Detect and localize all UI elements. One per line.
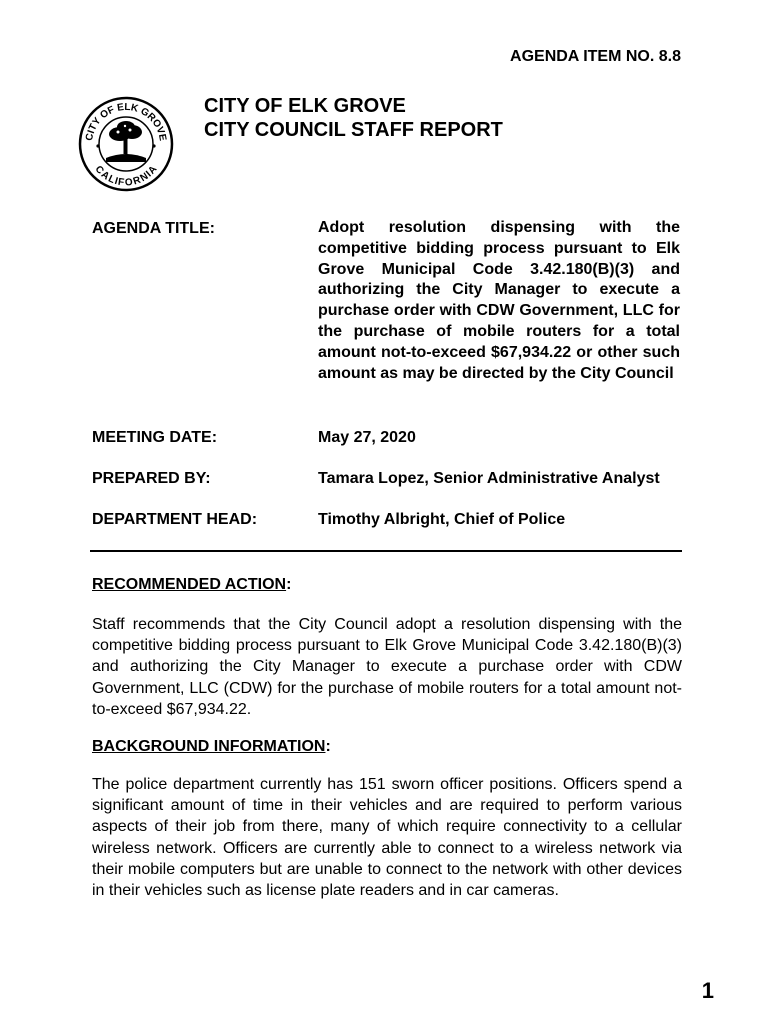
heading-colon: : [286, 576, 292, 593]
agenda-item-number: AGENDA ITEM NO. 8.8 [510, 48, 681, 65]
report-type: CITY COUNCIL STAFF REPORT [204, 119, 503, 141]
agenda-title-label: AGENDA TITLE: [92, 220, 215, 237]
recommended-action-heading [92, 576, 291, 594]
department-head-value: Timothy Albright, Chief of Police [318, 511, 566, 528]
background-heading [92, 738, 331, 756]
recommended-action-text: Staff recommends that the City Council adopt a resolution dispensing with the competitive bidding process pursuant to Elk Grove Municipal Code 3.42.180(B)(3) and authorizing the City Manager to execute a purchase order with CDW Government, LLC (CDW) for the purchase of mobile routers for a total amount not-to-exceed $67,934.22. [92, 616, 682, 718]
heading-colon: : [325, 738, 331, 755]
recommended-action-heading-text: RECOMMENDED ACTION [92, 576, 287, 593]
page-number: 1 [701, 978, 714, 1003]
svg-text:CITY OF ELK GROVE: CITY OF ELK GROVE [84, 101, 168, 142]
agenda-title-value: Adopt resolution dispensing with the competitive bidding process pursuant to Elk Grove Municipal Code 3.42.180(B)(3) and authorizing the City Manager to execute a purchase order with CDW Government, LLC for the purchase of mobile routers for a total amount not-to-exceed $67,934.22 or other such amount as may be directed by the City Council [318, 219, 680, 382]
horizontal-divider [90, 550, 682, 552]
city-seal-icon [78, 96, 174, 192]
background-heading-text: BACKGROUND INFORMATION [92, 738, 326, 755]
background-text: The police department currently has 151 sworn officer positions. Officers spend a significant amount of time in their vehicles and are required to perform various aspects of their job from there, many of which require connectivity to a cellular wireless network. Officers are currently able to connect to a wireless network via their mobile computers but are unable to connect to the network with other devices in their vehicles such as license plate readers and in car cameras. [92, 776, 682, 900]
prepared-by-value: Tamara Lopez, Senior Administrative Analyst [318, 470, 660, 487]
org-name: CITY OF ELK GROVE [204, 95, 406, 117]
svg-text:CALIFORNIA: CALIFORNIA [92, 163, 160, 189]
meeting-date-label: MEETING DATE: [92, 429, 218, 446]
prepared-by-label: PREPARED BY: [92, 470, 211, 487]
meeting-date-value: May 27, 2020 [318, 429, 416, 446]
department-head-label: DEPARTMENT HEAD: [92, 511, 258, 528]
